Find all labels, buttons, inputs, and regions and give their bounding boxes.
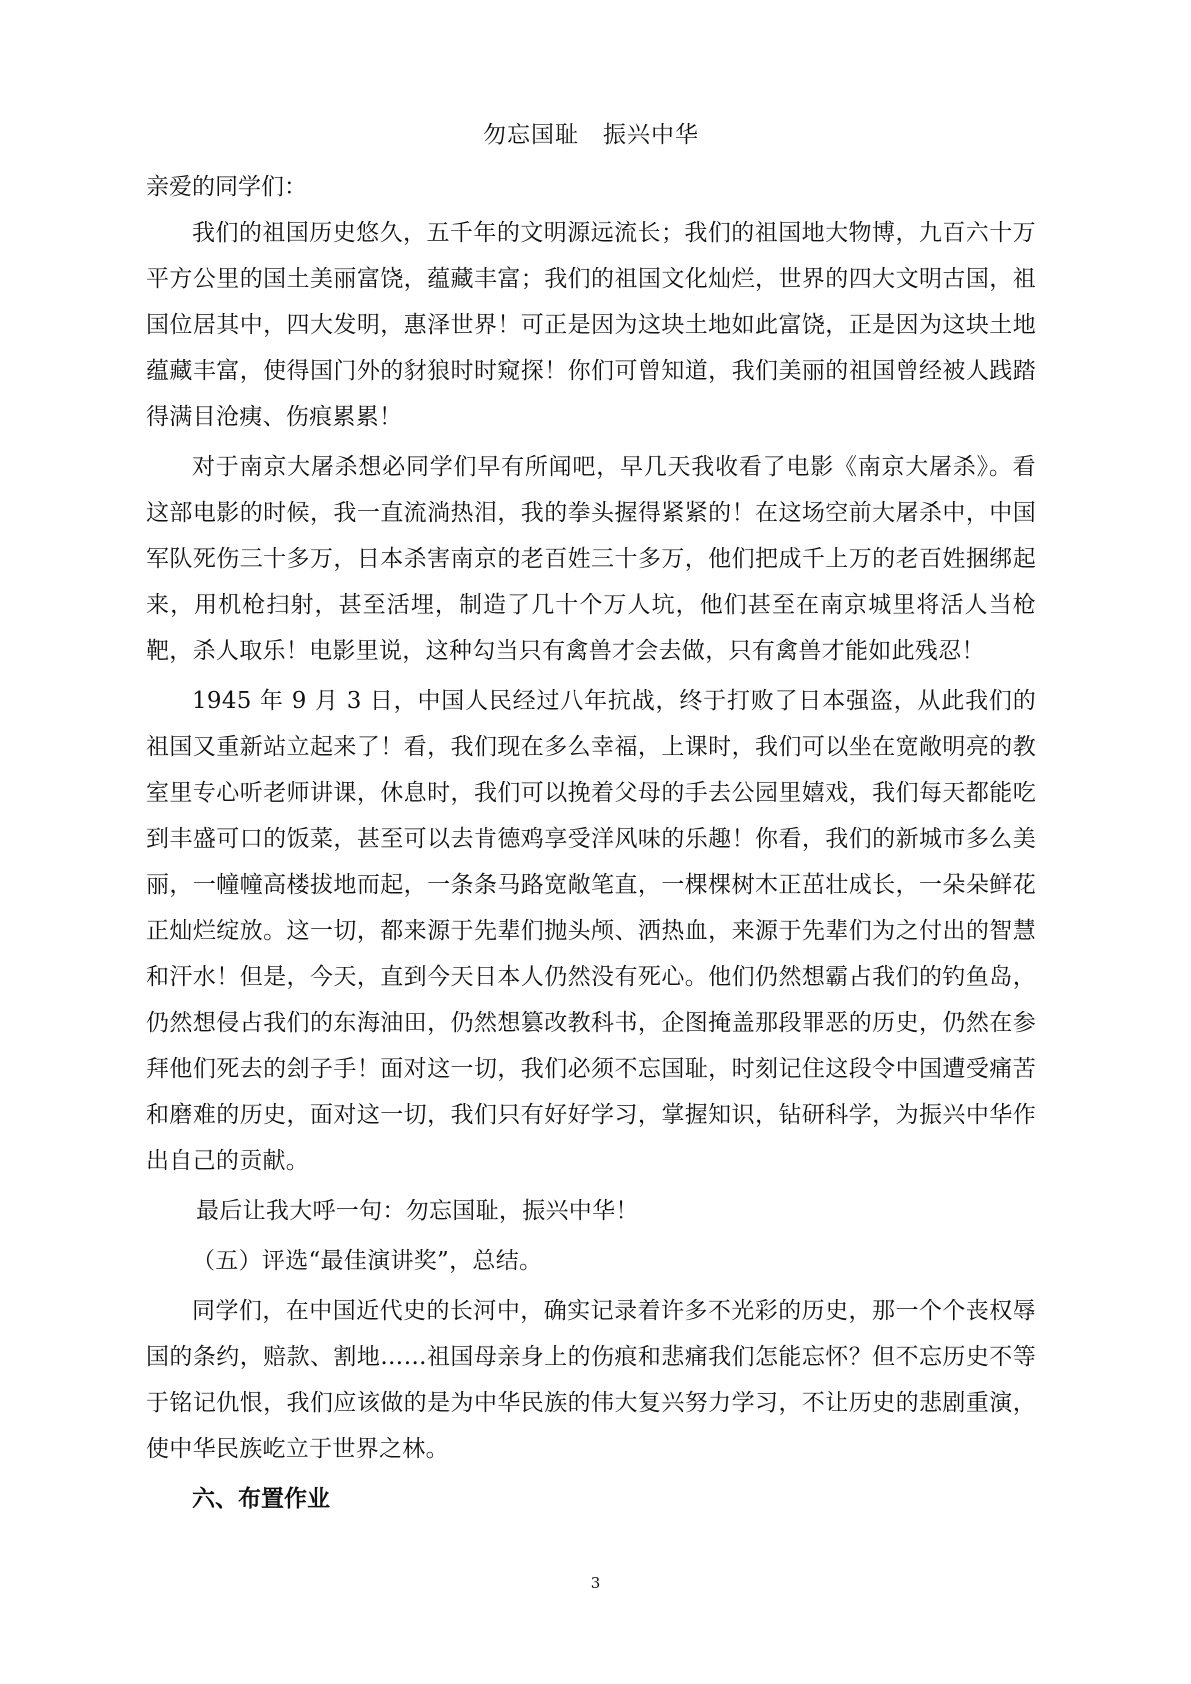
paragraph-nanjing: 对于南京大屠杀想必同学们早有所闻吧，早几天我收看了电影《南京大屠杀》。看这部电影的时候，我一直流淌热泪，我的拳头握得紧紧的！在这场空前大屠杀中，中国军队死伤三十多万，日本杀害南京的老百姓三十多万，他们把成千上万的老百姓捆绑起来，用机枪扫射，甚至活埋，制造了几十个万人坑，他们甚至在南京城里将活人当枪靶，杀人取乐！电影里说，这种勾当只有禽兽才会去做，只有禽兽才能如此残忍！ <box>146 454 1036 664</box>
paragraph-history: 我们的祖国历史悠久，五千年的文明源远流长；我们的祖国地大物博，九百六十万平方公里的国土美丽富饶，蕴藏丰富；我们的祖国文化灿烂，世界的四大文明古国，祖国位居其中，四大发明，惠泽世界！可正是因为这块土地如此富饶，正是因为这块土地蕴藏丰富，使得国门外的豺狼时时窥探！你们可曾知道，我们美丽的祖国曾经被人践踏得满目沧痍、伤痕累累！ <box>146 220 1036 430</box>
document-body <box>146 112 1036 1522</box>
document-title: 勿忘国耻 振兴中华 <box>483 122 699 148</box>
paragraph-award: （五）评选“最佳演讲奖”，总结。 <box>192 1248 543 1274</box>
paragraph-summary: 同学们，在中国近代史的长河中，确实记录着许多不光彩的历史，那一个个丧权辱国的条约，赔款、割地……祖国母亲身上的伤痕和悲痛我们怎能忘怀？但不忘历史不等于铭记仇恨，我们应该做的是为中华民族的伟大复兴努力学习，不让历史的悲剧重演，使中华民族屹立于世界之林。 <box>146 1298 1036 1462</box>
page-number: 3 <box>590 1574 601 1592</box>
paragraph-victory: 1945 年 9 月 3 日，中国人民经过八年抗战，终于打败了日本强盗，从此我们的祖国又重新站立起来了！看，我们现在多么幸福，上课时，我们可以坐在宽敞明亮的教室里专心听老师讲课，休息时，我们可以挽着父母的手去公园里嬉戏，我们每天都能吃到丰盛可口的饭菜，甚至可以去肯德鸡享受洋风味的乐趣！你看，我们的新城市多么美丽，一幢幢高楼拔地而起，一条条马路宽敞笔直，一棵棵树木正茁壮成长，一朵朵鲜花正灿烂绽放。这一切，都来源于先辈们抛头颅、洒热血，来源于先辈们为之付出的智慧和汗水！但是，今天，直到今天日本人仍然没有死心。他们仍然想霸占我们的钓鱼岛，仍然想侵占我们的东海油田，仍然想篡改教科书，企图掩盖那段罪恶的历史，仍然在参拜他们死去的刽子手！面对这一切，我们必须不忘国耻，时刻记住这段令中国遭受痛苦和磨难的历史，面对这一切，我们只有好好学习，掌握知识，钻研科学，为振兴中华作出自己的贡献。 <box>146 688 1036 1174</box>
paragraph-closing-cry: 最后让我大呼一句：勿忘国耻，振兴中华！ <box>196 1198 639 1224</box>
section-heading-homework: 六、布置作业 <box>192 1485 330 1512</box>
salutation: 亲爱的同学们： <box>146 174 307 200</box>
